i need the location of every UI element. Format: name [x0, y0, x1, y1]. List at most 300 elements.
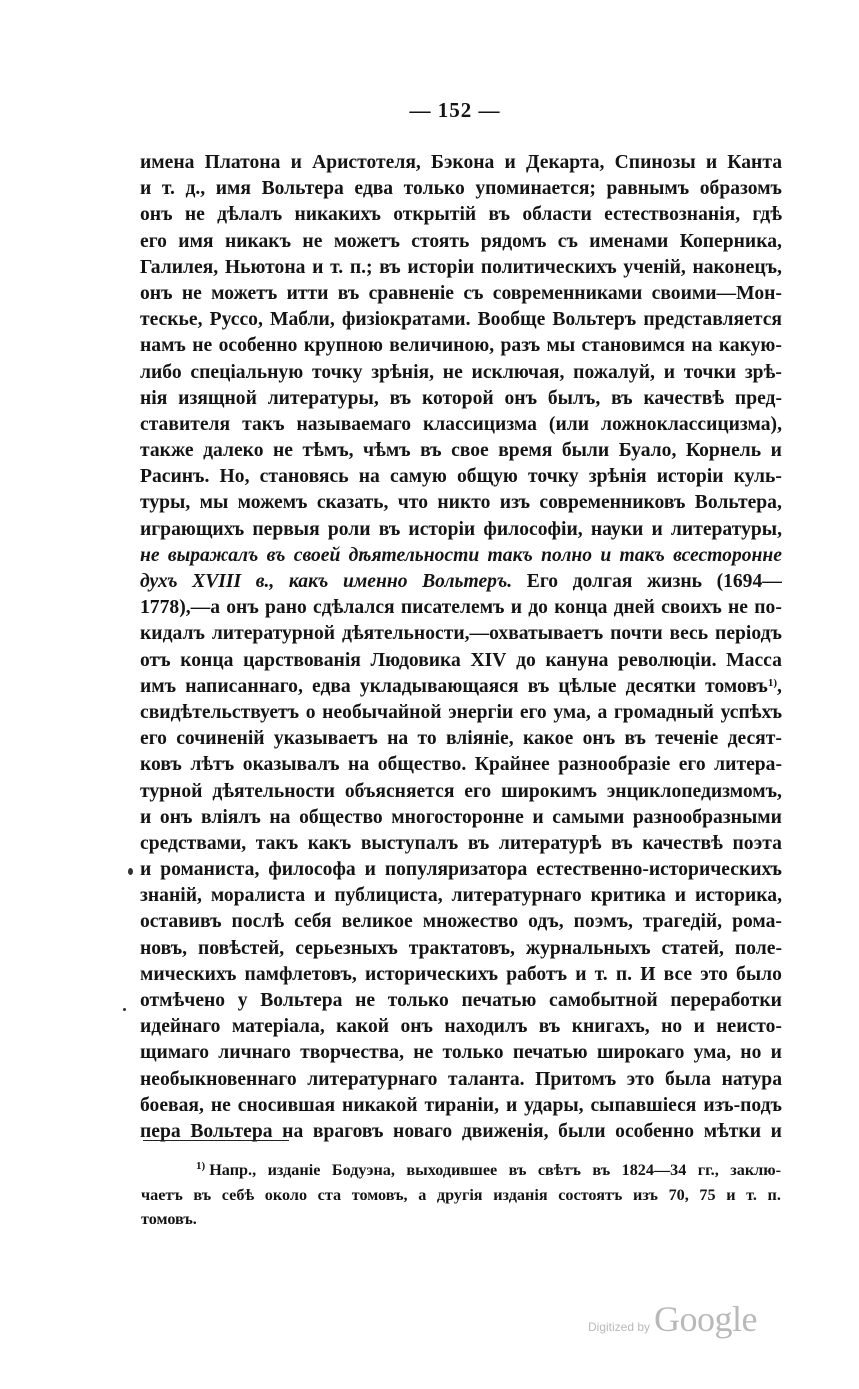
digitized-watermark [588, 1298, 757, 1340]
word: т. [594, 963, 608, 985]
word: и [663, 361, 675, 383]
text-line [140, 1040, 782, 1066]
word: Мабли, [269, 309, 335, 331]
word: не [272, 440, 293, 462]
word: до [516, 649, 536, 671]
word: Притомъ [535, 1068, 617, 1090]
ink-speck [123, 1008, 126, 1011]
word: такъ [242, 413, 285, 435]
word: время [498, 440, 553, 462]
word: полно [541, 544, 593, 566]
word: не [181, 282, 202, 304]
word: онъ [140, 282, 173, 304]
word: на [269, 806, 291, 828]
word: новаго [393, 1120, 453, 1142]
word: ставителя [140, 413, 231, 435]
word: равнымъ [606, 178, 690, 200]
word: точки [683, 361, 737, 383]
word: точку [528, 466, 579, 488]
word: поэмъ, [573, 911, 633, 933]
word: только [442, 1042, 504, 1064]
word: дѣятельности [212, 780, 335, 802]
word: а [418, 1185, 427, 1204]
word: политическихъ [480, 256, 617, 278]
word: (или [548, 413, 590, 435]
word: исключая, [471, 361, 565, 383]
word: онъ [159, 806, 193, 828]
word: и [504, 152, 516, 173]
word: его [519, 701, 547, 723]
word: въ [624, 728, 646, 750]
word: статей, [661, 937, 724, 959]
text-line [140, 1093, 782, 1119]
footnote-marker: 1) [196, 1160, 206, 1172]
word: такъ [487, 544, 533, 566]
word: царствованія [243, 649, 361, 671]
word: кануна [545, 649, 609, 671]
word: мы [199, 492, 229, 514]
word: Его [526, 571, 559, 592]
word: и [705, 152, 718, 173]
word: никто [437, 492, 491, 514]
text-line [140, 674, 782, 700]
word: XIV [470, 649, 507, 671]
word: туры, [140, 492, 191, 514]
word: исторіи [408, 518, 476, 540]
word: какъ [288, 571, 329, 592]
word: это [626, 1068, 655, 1090]
word: свое [451, 440, 489, 462]
text-line [140, 1119, 782, 1145]
word: въ [378, 518, 401, 540]
word: весь [669, 623, 709, 645]
word: не [728, 597, 749, 619]
word: чаетъ [141, 1185, 183, 1204]
word: Вольтера [190, 1120, 273, 1142]
word: серьезныхъ [295, 937, 398, 959]
word: это [700, 963, 728, 985]
word: современниковъ [539, 492, 686, 514]
word: никакихъ [294, 204, 381, 226]
word: не [192, 335, 213, 357]
text-line [140, 438, 782, 464]
word: десятки [625, 675, 696, 697]
word: была [665, 1068, 711, 1090]
text-line [140, 360, 782, 386]
word: Бодуэна, [331, 1161, 395, 1179]
word: имя [215, 178, 252, 200]
word: жизнь [646, 571, 702, 592]
word: Коперника, [679, 230, 782, 252]
word: 75 [699, 1185, 716, 1204]
word: въ [337, 282, 360, 304]
word: матеріала, [231, 1016, 325, 1038]
word: томовъ$^{1)}$, [705, 675, 782, 697]
word: отмѣчено [140, 990, 226, 1011]
word: Масса [726, 649, 782, 671]
word: сыпавшіеся [590, 1094, 697, 1116]
word: оказывалъ [242, 754, 340, 776]
word: на [691, 335, 713, 357]
word: множество [422, 911, 519, 933]
word: философа [268, 859, 356, 881]
word: естествознанія, [604, 204, 741, 226]
word: о [305, 701, 316, 723]
word: были [561, 440, 610, 462]
word: в., [255, 571, 275, 592]
word: и [510, 597, 522, 619]
word: дѣятельности [348, 544, 480, 566]
word: все [663, 963, 693, 985]
text-line [140, 779, 782, 805]
word: никакъ [224, 230, 292, 252]
word: въ [592, 1161, 611, 1179]
word: своими—Мон- [651, 282, 782, 304]
word: именами [589, 230, 669, 252]
text-line [140, 307, 782, 333]
word: печатью [461, 990, 537, 1011]
word: его [140, 728, 167, 750]
text-line [140, 726, 782, 752]
word: литера- [714, 754, 782, 776]
word: сравненіе [368, 282, 454, 304]
text-line [140, 831, 782, 857]
ink-speck [128, 868, 133, 875]
word: крупною [303, 335, 383, 357]
word: лѣтъ [190, 754, 235, 776]
text-line [140, 229, 782, 255]
word: съ [557, 230, 578, 252]
word: теченіе [655, 728, 719, 750]
word: только [403, 178, 465, 200]
word: дѣятельности,—охватываетъ [341, 623, 604, 645]
word: т. [330, 256, 344, 278]
word: вліялъ [201, 806, 261, 828]
word: Вольтера, [694, 492, 782, 514]
word: повѣстей, [198, 937, 285, 959]
word: онъ [582, 728, 616, 750]
word: но [661, 1016, 683, 1038]
word: въ [611, 387, 633, 409]
text-line [140, 464, 782, 490]
word: наконецъ, [692, 256, 782, 278]
word: удары, [524, 1094, 584, 1116]
word: пред- [734, 387, 782, 409]
word: Декарта, [526, 152, 605, 173]
word: Вольтера [261, 178, 344, 200]
word: представляется [643, 309, 782, 331]
text-line [140, 150, 782, 176]
word: Галилея, [140, 256, 219, 278]
word: $^{1)}$ Напр., [196, 1160, 257, 1179]
word: состоятъ [558, 1185, 623, 1204]
word: исторіи [407, 256, 475, 278]
word: качествѣ [643, 387, 725, 409]
word: и [770, 440, 782, 462]
word: которой [421, 387, 494, 409]
word: ума, [693, 1042, 732, 1064]
word: великое [341, 911, 413, 933]
word: образомъ [699, 178, 782, 200]
word: XVIII [192, 571, 242, 592]
word: энергіи [448, 701, 514, 723]
word: переработки [670, 990, 782, 1011]
word: роли [327, 518, 371, 540]
word: всесторонне [673, 544, 782, 566]
word: точку [311, 361, 363, 383]
text-line [140, 988, 782, 1014]
word: критика [590, 885, 666, 907]
word: изящной [178, 387, 257, 409]
word: Но, [219, 466, 250, 488]
word: изданіе [267, 1161, 321, 1179]
footnote-ref: 1) [767, 676, 778, 689]
word: одъ, [528, 911, 564, 933]
word: такъ [255, 832, 299, 854]
word: Вольтеръ. [422, 571, 513, 592]
text-line [140, 700, 782, 726]
word: періодъ [715, 623, 782, 645]
word: въ [389, 387, 412, 409]
word: какую- [718, 335, 782, 357]
word: тираніи, [424, 1094, 499, 1116]
word: какой [336, 1016, 390, 1038]
word: Вообще [477, 309, 546, 331]
word: гг., [697, 1161, 719, 1179]
word: и [314, 885, 326, 907]
word: не [302, 230, 323, 252]
word: особенно [615, 1120, 695, 1142]
word: Канта [727, 152, 782, 173]
word: творчества, [300, 1042, 405, 1064]
word: и [575, 963, 587, 985]
word: литературной [211, 623, 336, 645]
footnote-line [141, 1207, 781, 1232]
text-line [140, 386, 782, 412]
word: заклю- [730, 1161, 781, 1179]
word: были [558, 1120, 606, 1142]
text-line [140, 490, 782, 516]
word: стоять [411, 230, 470, 252]
text-line [140, 255, 782, 281]
word: физіократами. [341, 309, 471, 331]
word: средствами, [140, 832, 247, 854]
word: Корнель [685, 440, 762, 462]
word: и [674, 885, 687, 907]
word: его [678, 754, 706, 776]
word: громадный [613, 701, 714, 723]
word: Бэкона [431, 152, 495, 173]
word: и [140, 859, 152, 881]
word: спеціальную [190, 361, 304, 383]
word: мѣтки [703, 1120, 761, 1142]
word: общество [299, 806, 383, 828]
word: выражалъ [167, 544, 259, 566]
word: особенно [218, 335, 298, 357]
word: печатью [512, 1042, 588, 1064]
word: послѣ [231, 911, 285, 933]
word: и [770, 1120, 782, 1142]
word: исторіи [656, 466, 724, 488]
word: сочиненій [176, 728, 265, 750]
word: можетъ [333, 230, 400, 252]
word: тѣмъ, [302, 440, 354, 462]
word: п. [615, 963, 633, 985]
word: какое [522, 728, 574, 750]
text-line [140, 857, 782, 883]
word: на [358, 466, 380, 488]
word: литературѣ [498, 832, 602, 854]
word: себѣ [221, 1185, 255, 1204]
text-line [140, 569, 782, 595]
word: д., [185, 178, 206, 200]
word: общество. [377, 754, 467, 776]
word: трагедій, [642, 911, 723, 933]
word: упоминается; [475, 178, 596, 200]
word: боевая, [140, 1094, 204, 1116]
text-line [140, 333, 782, 359]
word: Крайнее [474, 754, 550, 776]
word: объясняется [344, 780, 455, 802]
word: то [417, 728, 437, 750]
word: пера [140, 1120, 181, 1142]
word: онъ [140, 204, 173, 226]
word: публициста, [334, 885, 443, 907]
word: тескье, [140, 309, 203, 331]
word: имя [178, 230, 214, 252]
word: называемаго [296, 413, 412, 435]
word: никакой [342, 1094, 418, 1116]
word: отъ [140, 649, 171, 671]
word: изъ [632, 1185, 658, 1204]
word: (1694— [716, 571, 782, 592]
word: открытій [393, 204, 477, 226]
word: разнообразіе [558, 754, 671, 776]
footnote-line [141, 1158, 781, 1183]
word: сносившая [237, 1094, 336, 1116]
word: знаній, [140, 885, 202, 907]
word: и [312, 256, 324, 278]
word: въ [488, 204, 511, 226]
word: становимся [581, 335, 686, 357]
word: поле- [734, 937, 782, 959]
word: онъ [226, 597, 259, 619]
word: многосторонне [391, 806, 524, 828]
word: движенія, [461, 1120, 549, 1142]
watermark-prefix: Digitized by [588, 1320, 651, 1334]
word: самую [389, 466, 447, 488]
word: и [651, 518, 663, 540]
word: не [210, 1094, 231, 1116]
text-line [140, 543, 782, 569]
word: широкаго [596, 1042, 685, 1064]
word: ложноклассицизма), [601, 413, 782, 435]
word: выходившее [406, 1161, 498, 1179]
text-line [140, 412, 782, 438]
word: въ [527, 675, 550, 697]
word: гдѣ [752, 204, 782, 226]
word: либо [140, 361, 182, 383]
word: въ [193, 1185, 212, 1204]
word: революціи. [618, 649, 717, 671]
word: И [640, 963, 656, 985]
word: Ньютона [224, 256, 306, 278]
word: Аристотеля, [312, 152, 421, 173]
word: не [184, 204, 205, 226]
word: области [522, 204, 592, 226]
word: на [282, 1120, 304, 1142]
word: можетъ [211, 282, 278, 304]
text-line [140, 648, 782, 674]
word: Вольтера [260, 990, 343, 1011]
word: чѣмъ [363, 440, 411, 462]
word: его [464, 780, 492, 802]
word: турной [140, 780, 203, 802]
word: разнообразными [632, 806, 782, 828]
word: томовъ, [351, 1185, 408, 1204]
word: литературнаго [451, 885, 582, 907]
text-line [140, 621, 782, 647]
word: конца [180, 649, 234, 671]
word: неисто- [716, 1016, 782, 1038]
word: естественно-историческихъ [536, 859, 782, 881]
word: долгая [572, 571, 633, 592]
word: враговъ [312, 1120, 384, 1142]
word: также [140, 440, 194, 462]
word: намъ [140, 335, 186, 357]
main-text [140, 150, 782, 1145]
word: кидалъ [140, 623, 205, 645]
word: онъ [504, 387, 537, 409]
word: Буало, [618, 440, 677, 462]
word: у [237, 990, 248, 1011]
text-line [140, 962, 782, 988]
word: было [736, 963, 782, 985]
word: ста [317, 1185, 342, 1204]
word: вліяніе, [445, 728, 514, 750]
word: натура [721, 1068, 782, 1090]
text-line [140, 202, 782, 228]
word: п.; [349, 256, 373, 278]
word: зрѣ- [744, 361, 782, 383]
word: едва [312, 675, 351, 697]
word: моралиста [210, 885, 306, 907]
word: литературы, [267, 387, 379, 409]
word: въ [379, 256, 401, 278]
word: пожалуй, [573, 361, 655, 383]
text-line [140, 805, 782, 831]
word: до [528, 597, 548, 619]
word: Расинъ. [140, 466, 210, 488]
word: книгахъ, [571, 1016, 650, 1038]
word: по- [754, 597, 782, 619]
word: можемъ [237, 492, 308, 514]
word: дней [613, 597, 655, 619]
word: ковъ [140, 754, 182, 776]
word: Руссо, [209, 309, 263, 331]
word: играющихъ [140, 518, 245, 540]
word: 1778),—а [140, 597, 221, 619]
google-logo: Google [654, 1299, 758, 1339]
word: указываетъ [273, 728, 378, 750]
word: поэта [732, 832, 782, 854]
word: величиною, [389, 335, 495, 357]
word: романиста, [160, 859, 260, 881]
word: своей [293, 544, 341, 566]
word: въ [266, 544, 286, 566]
word: т. [746, 1185, 757, 1204]
text-line [140, 176, 782, 202]
